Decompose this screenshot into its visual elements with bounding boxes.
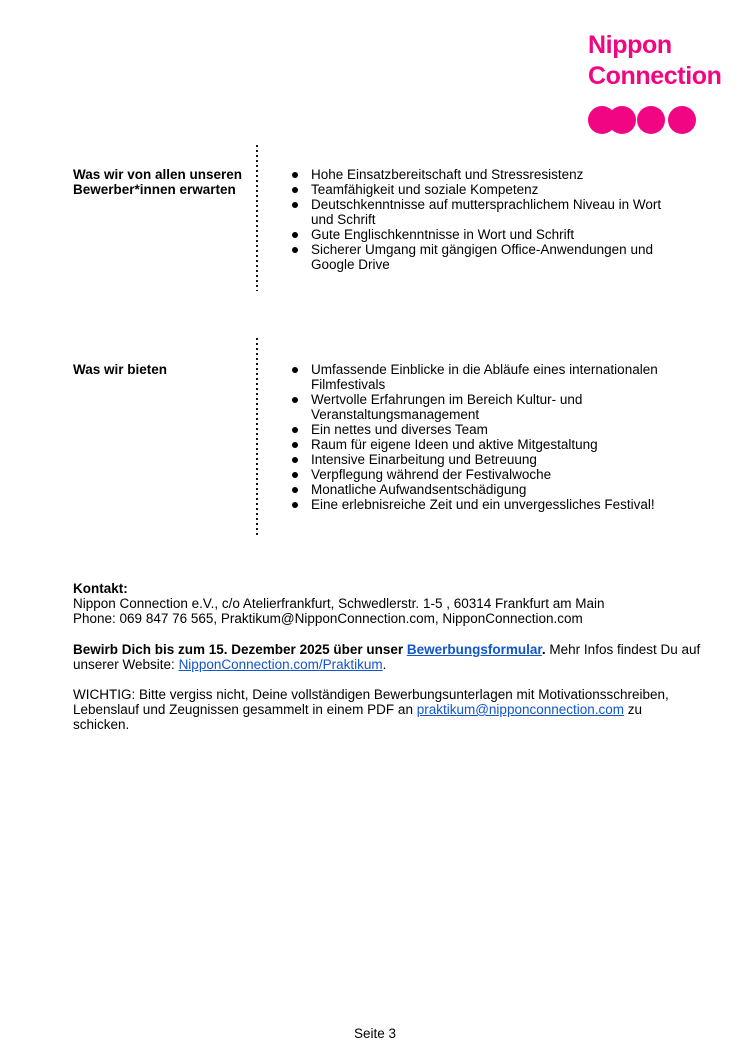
section-expectations	[0, 145, 750, 291]
contact-phone-line: Phone: 069 847 76 565, Praktikum@NipponConnection.com, NipponConnection.com	[73, 611, 583, 626]
page-number: Seite 3	[353, 1026, 397, 1041]
list-item: Raum für eigene Ideen und aktive Mitgestaltung	[290, 437, 682, 452]
list-item: Sicherer Umgang mit gängigen Office-Anwendungen und Google Drive	[290, 242, 682, 272]
offer-bullet-list	[290, 362, 682, 512]
list-item: Teamfähigkeit und soziale Kompetenz	[290, 182, 682, 197]
contact-address-line: Nippon Connection e.V., c/o Atelierfrankfurt, Schwedlerstr. 1-5 , 60314 Frankfurt am Main	[73, 596, 605, 611]
dotted-divider	[256, 145, 258, 291]
logo-dot-icon	[668, 106, 696, 134]
list-item: Eine erlebnisreiche Zeit und ein unvergessliches Festival!	[290, 497, 682, 512]
logo-dots-icon	[588, 106, 698, 134]
list-item: Ein nettes und diverses Team	[290, 422, 682, 437]
logo-dot-icon	[608, 106, 636, 134]
expectations-bullet-list	[290, 167, 682, 272]
section-offer-label: Was wir bieten	[73, 362, 168, 377]
section-expectations-label: Was wir von allen unseren Bewerber*innen erwarten	[73, 167, 243, 197]
list-item: Umfassende Einblicke in die Abläufe eines internationalen Filmfestivals	[290, 362, 682, 392]
list-item: Hohe Einsatzbereitschaft und Stressresistenz	[290, 167, 682, 182]
section-offer	[0, 338, 750, 535]
list-item: Intensive Einarbeitung und Betreuung	[290, 452, 682, 467]
list-item: Wertvolle Erfahrungen im Bereich Kultur- und Veranstaltungsmanagement	[290, 392, 682, 422]
application-form-link[interactable]: Bewerbungsformular	[406, 642, 542, 657]
important-prefix-text: WICHTIG: Bitte vergiss nicht, Deine vollständigen Bewerbungsunterlagen mit Motivationsschreiben, Lebenslauf und Zeugnissen gesammelt in einem PDF an	[73, 687, 669, 717]
logo-text-connection: Connection	[588, 62, 722, 90]
list-item: Verpflegung während der Festivalwoche	[290, 467, 682, 482]
dotted-divider	[256, 338, 258, 535]
important-suffix-text: zu schicken.	[73, 702, 643, 732]
logo-dot-icon	[637, 106, 665, 134]
list-item: Gute Englischkenntnisse in Wort und Schrift	[290, 227, 682, 242]
application-paragraph	[73, 642, 701, 672]
nippon-connection-logo	[588, 30, 722, 92]
apply-suffix-text: .	[382, 657, 387, 672]
list-item: Monatliche Aufwandsentschädigung	[290, 482, 682, 497]
application-email-link[interactable]: praktikum@nipponconnection.com	[416, 702, 625, 717]
apply-period-text: .	[541, 642, 546, 657]
praktikum-website-link[interactable]: NipponConnection.com/Praktikum	[178, 657, 383, 672]
list-item: Deutschkenntnisse auf muttersprachlichem Niveau in Wort und Schrift	[290, 197, 682, 227]
important-paragraph	[73, 687, 701, 732]
contact-block	[73, 581, 701, 626]
contact-heading: Kontakt:	[73, 581, 128, 596]
apply-deadline-text: Bewirb Dich bis zum 15. Dezember 2025 über unser	[73, 642, 407, 657]
logo-text-nippon: Nippon	[588, 31, 672, 59]
apply-more-info-text: Mehr Infos findest Du auf unserer Website:	[73, 642, 701, 672]
